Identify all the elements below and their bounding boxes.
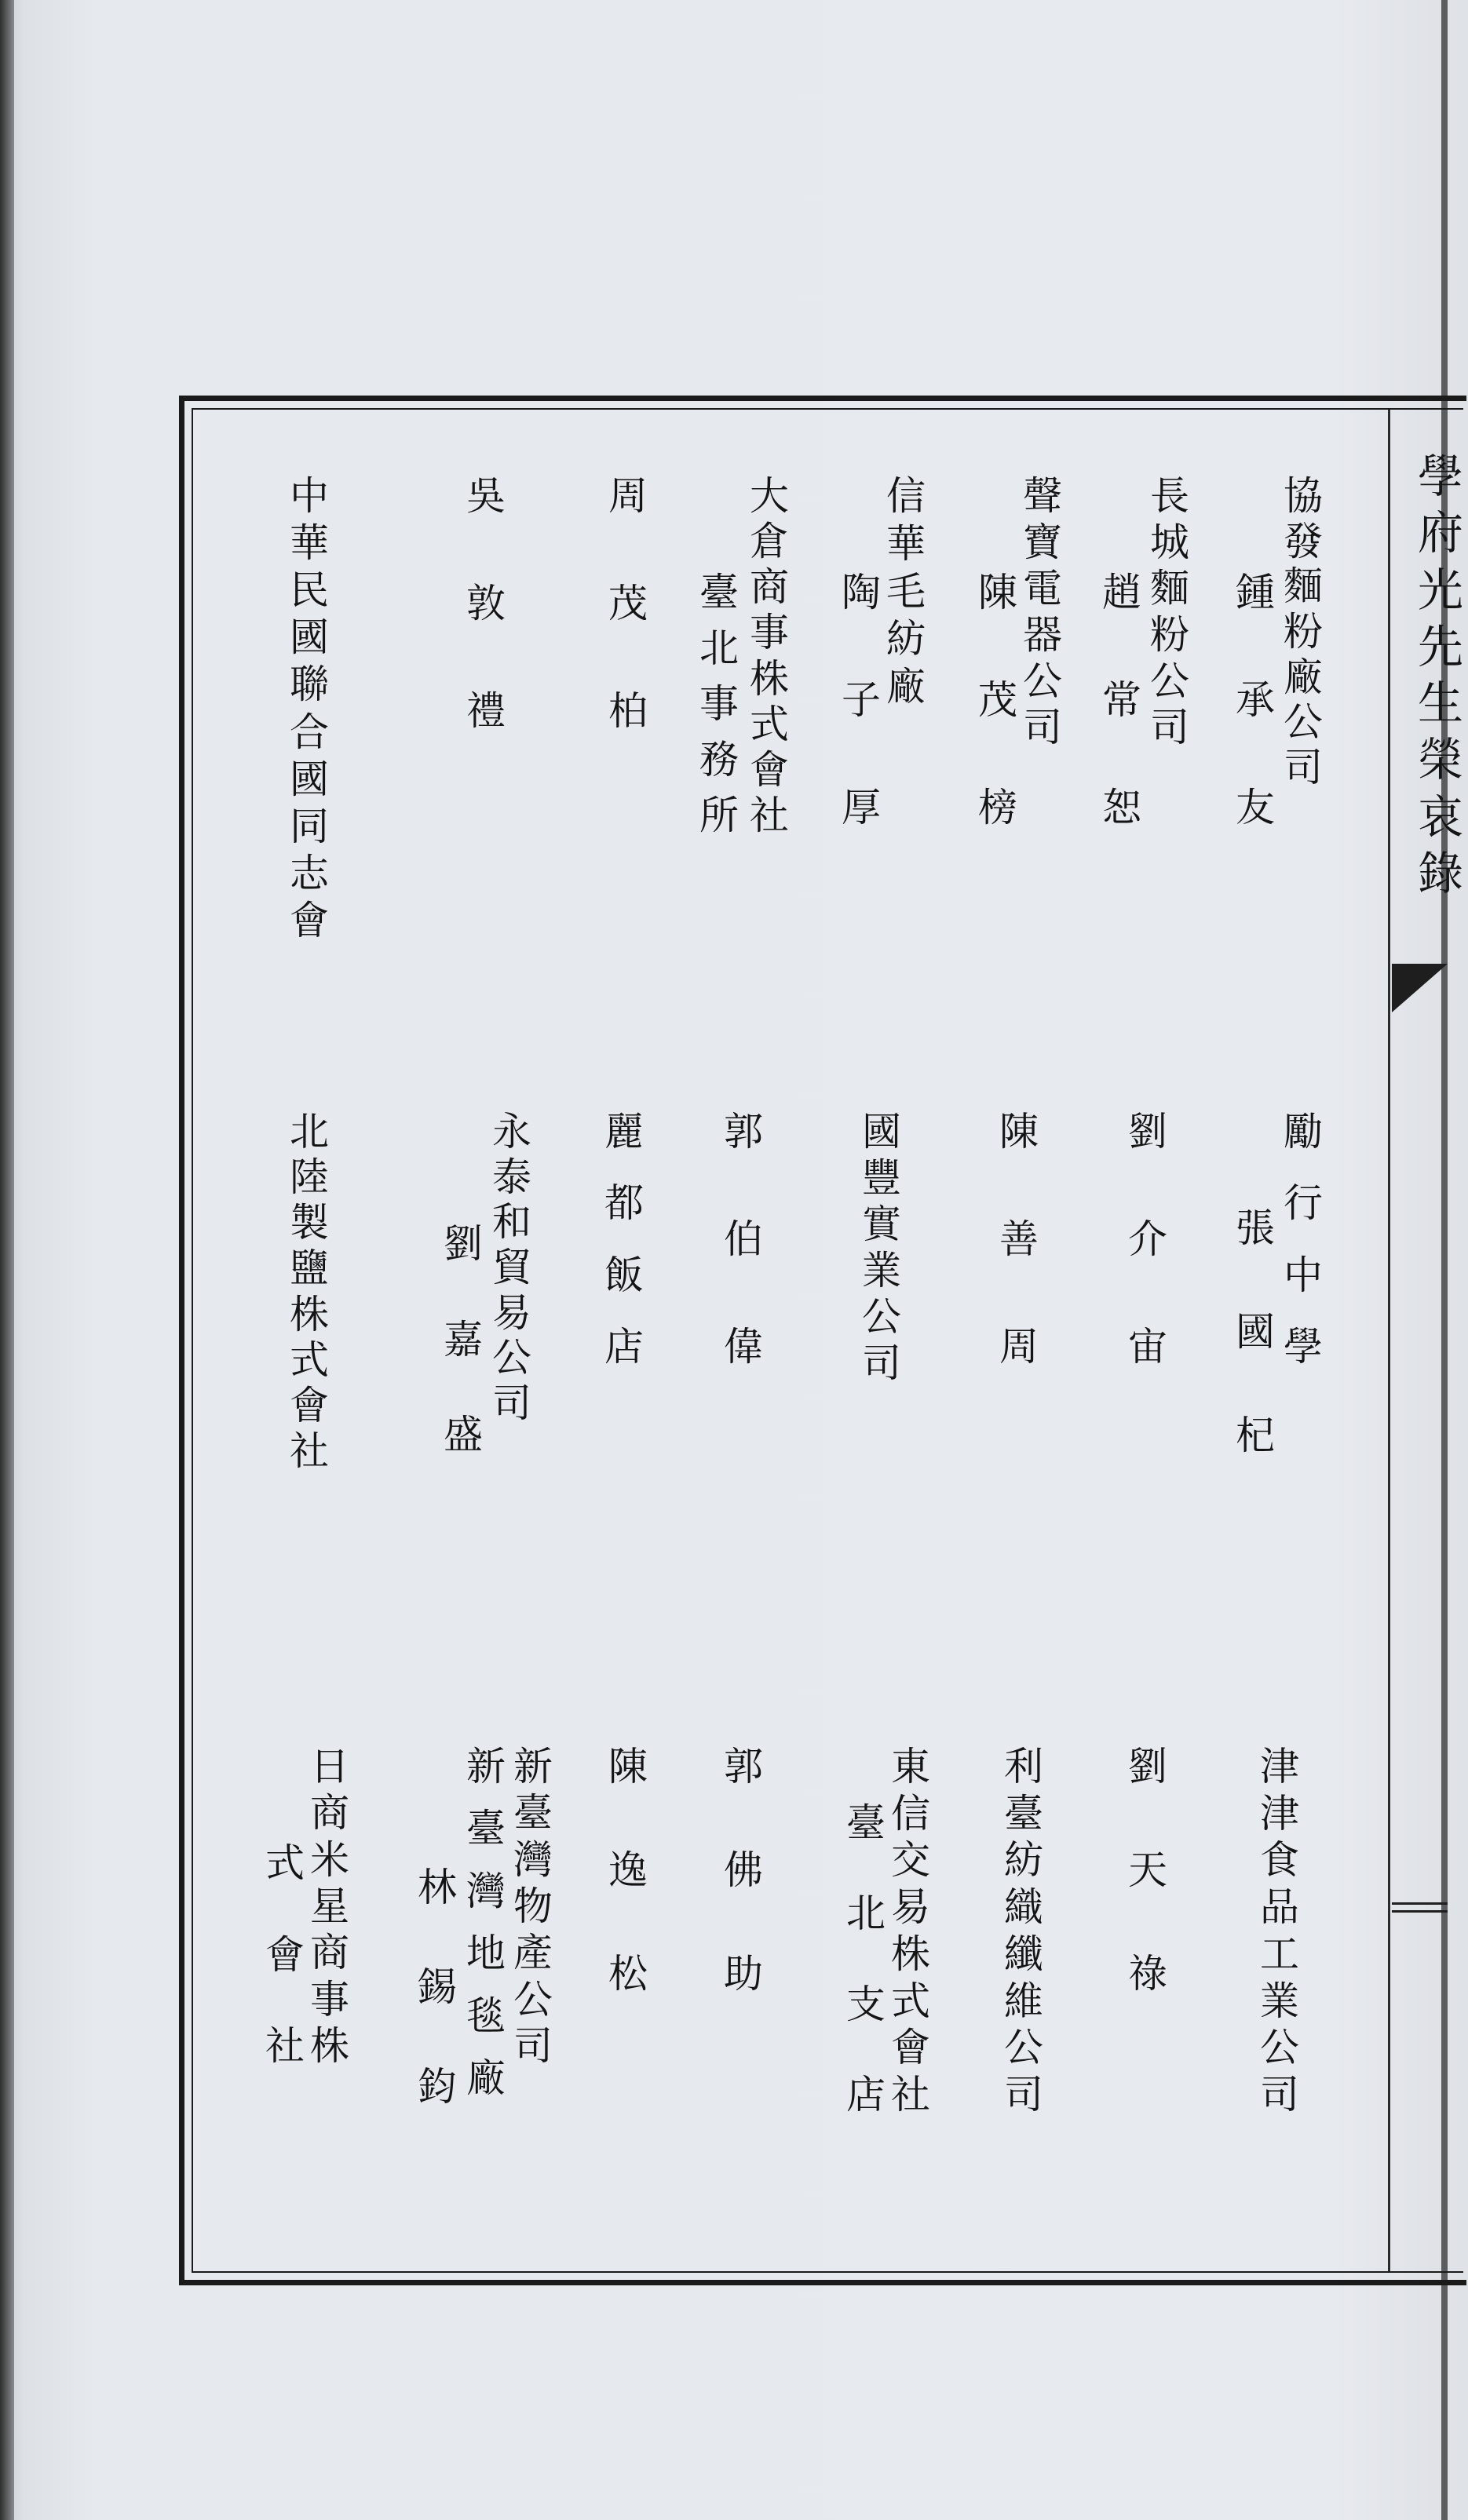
glyph: 伯	[724, 1216, 763, 1262]
glyph: 株	[891, 1931, 930, 1977]
glyph: 麵	[1284, 563, 1323, 610]
donor-org	[288, 1110, 330, 1472]
donor-org-continued	[264, 1842, 306, 2067]
glyph: 粉	[1150, 612, 1189, 658]
glyph: 商	[750, 564, 789, 611]
glyph: 品	[1260, 1884, 1299, 1931]
glyph: 友	[1236, 785, 1275, 830]
donor-org-branch	[845, 1802, 887, 2116]
glyph: 倉	[750, 519, 789, 565]
glyph: 陳	[978, 570, 1017, 615]
glyph: 介	[1128, 1216, 1167, 1262]
donor-org-branch	[698, 571, 740, 837]
glyph: 陸	[290, 1154, 329, 1201]
glyph: 鈞	[418, 2064, 457, 2110]
glyph: 公	[1023, 658, 1062, 704]
glyph: 會	[265, 1931, 305, 1978]
glyph: 學	[1284, 1323, 1323, 1369]
glyph: 府	[1417, 506, 1463, 560]
glyph: 聲	[1023, 473, 1062, 519]
glyph: 光	[1417, 563, 1463, 617]
glyph: 宙	[1128, 1324, 1167, 1369]
glyph: 事	[310, 1976, 349, 2022]
glyph: 常	[1102, 677, 1141, 723]
donor-org	[309, 1745, 351, 2067]
donor-org	[1021, 475, 1064, 749]
book-title	[1413, 450, 1468, 900]
glyph: 株	[750, 655, 789, 702]
donor-person	[1127, 1110, 1169, 1368]
glyph: 哀	[1417, 790, 1463, 844]
glyph: 民	[290, 567, 329, 614]
double-rule-top	[1392, 1902, 1448, 1905]
glyph: 大	[750, 473, 789, 519]
glyph: 承	[1236, 677, 1275, 723]
glyph: 柏	[608, 688, 648, 734]
donor-person	[607, 1745, 649, 1995]
glyph: 華	[290, 520, 329, 567]
glyph: 紡	[1004, 1837, 1043, 1884]
donor-org	[860, 1110, 903, 1384]
glyph: 日	[310, 1744, 349, 1789]
glyph: 發	[1284, 518, 1323, 564]
glyph: 店	[846, 2071, 886, 2117]
glyph: 毯	[466, 1993, 506, 2039]
donor-org	[748, 475, 791, 837]
glyph: 劉	[1128, 1109, 1167, 1154]
glyph: 社	[290, 1428, 329, 1474]
glyph: 助	[724, 1951, 763, 1997]
glyph: 式	[265, 1840, 305, 1886]
glyph: 店	[604, 1323, 644, 1369]
glyph: 社	[265, 2023, 305, 2069]
glyph: 子	[842, 677, 881, 723]
glyph: 鍾	[1236, 570, 1275, 615]
glyph: 津	[1260, 1744, 1299, 1789]
glyph: 中	[290, 473, 329, 519]
glyph: 周	[608, 473, 648, 519]
glyph: 地	[466, 1931, 506, 1977]
glyph: 祿	[1128, 1951, 1167, 1997]
donor-person	[607, 475, 649, 732]
glyph: 趙	[1102, 570, 1141, 615]
glyph: 務	[699, 737, 739, 782]
donor-person	[722, 1745, 765, 1995]
donor-person	[1234, 1207, 1276, 1457]
glyph: 司	[862, 1340, 901, 1386]
glyph: 株	[310, 2022, 349, 2069]
glyph: 勵	[1284, 1109, 1323, 1154]
glyph: 維	[1004, 1978, 1043, 2024]
double-rule-bottom	[1392, 1910, 1448, 1913]
glyph: 事	[750, 610, 789, 656]
donor-org	[465, 1745, 507, 2099]
glyph: 電	[1023, 566, 1062, 611]
glyph: 聯	[290, 662, 329, 708]
glyph: 行	[1284, 1180, 1323, 1227]
donor-org	[1002, 1745, 1045, 2116]
fishtail-marker	[1392, 964, 1448, 1012]
glyph: 司	[1150, 705, 1189, 750]
glyph: 公	[1004, 2025, 1043, 2071]
glyph: 業	[1260, 1978, 1299, 2024]
glyph: 信	[891, 1790, 930, 1836]
glyph: 臺	[846, 1800, 886, 1846]
donor-org	[1148, 475, 1191, 749]
glyph: 長	[1150, 473, 1189, 519]
glyph: 偉	[724, 1324, 763, 1369]
glyph: 臺	[466, 1806, 506, 1852]
donor-person	[442, 1223, 484, 1456]
glyph: 佛	[724, 1847, 763, 1893]
glyph: 織	[1004, 1884, 1043, 1931]
glyph: 公	[862, 1294, 901, 1340]
glyph: 工	[1260, 1931, 1299, 1977]
glyph: 信	[886, 473, 926, 519]
donor-org	[603, 1110, 645, 1368]
glyph: 社	[750, 792, 789, 838]
glyph: 合	[290, 709, 329, 755]
glyph: 利	[1004, 1744, 1043, 1789]
glyph: 會	[891, 2025, 930, 2071]
glyph: 東	[891, 1744, 930, 1789]
glyph: 國	[290, 756, 329, 802]
glyph: 式	[750, 701, 789, 747]
glyph: 灣	[466, 1868, 506, 1914]
donor-org	[288, 475, 330, 942]
glyph: 公	[492, 1335, 531, 1381]
glyph: 敦	[466, 581, 506, 626]
glyph: 灣	[513, 1836, 553, 1883]
glyph: 茂	[608, 581, 648, 626]
glyph: 支	[846, 1981, 886, 2027]
glyph: 紡	[886, 616, 926, 662]
glyph: 鹽	[290, 1245, 329, 1292]
glyph: 恕	[1102, 785, 1141, 830]
glyph: 社	[891, 2071, 930, 2117]
glyph: 貿	[492, 1244, 531, 1290]
glyph: 公	[1260, 2025, 1299, 2071]
glyph: 式	[891, 1978, 930, 2024]
glyph: 易	[891, 1884, 930, 1931]
glyph: 劉	[1128, 1744, 1167, 1789]
glyph: 泰	[492, 1154, 531, 1200]
glyph: 郭	[724, 1744, 763, 1789]
glyph: 臺	[699, 570, 739, 615]
glyph: 米	[310, 1836, 349, 1883]
donor-person	[998, 1110, 1040, 1368]
glyph: 司	[1260, 2071, 1299, 2117]
glyph: 華	[886, 520, 926, 567]
glyph: 禮	[466, 688, 506, 734]
glyph: 纖	[1004, 1931, 1043, 1977]
glyph: 式	[290, 1337, 329, 1383]
glyph: 粉	[1284, 608, 1323, 655]
glyph: 城	[1150, 520, 1189, 565]
glyph: 臺	[1004, 1790, 1043, 1836]
glyph: 和	[492, 1199, 531, 1245]
glyph: 實	[862, 1202, 901, 1247]
donor-person	[977, 571, 1019, 829]
glyph: 株	[290, 1291, 329, 1337]
glyph: 麗	[604, 1109, 644, 1154]
glyph: 器	[1023, 612, 1062, 658]
donor-org	[1282, 1110, 1324, 1368]
glyph: 錄	[1417, 846, 1463, 900]
glyph: 產	[513, 1930, 553, 1976]
glyph: 北	[699, 625, 739, 671]
glyph: 公	[1284, 699, 1323, 746]
glyph: 司	[1004, 2071, 1043, 2117]
glyph: 協	[1284, 473, 1323, 519]
glyph: 先	[1417, 619, 1463, 673]
donor-person	[1234, 571, 1276, 829]
glyph: 北	[846, 1891, 886, 1937]
glyph: 易	[492, 1289, 531, 1336]
glyph: 廠	[1284, 654, 1323, 700]
glyph: 北	[290, 1109, 329, 1154]
glyph: 麵	[1150, 566, 1189, 611]
glyph: 公	[1150, 658, 1189, 704]
glyph: 廠	[886, 664, 926, 709]
header-divider-rule	[1388, 410, 1390, 2271]
glyph: 業	[862, 1248, 901, 1293]
glyph: 郭	[724, 1109, 763, 1154]
donor-org	[1282, 475, 1324, 789]
donor-org	[889, 1745, 932, 2116]
glyph: 國	[1236, 1309, 1275, 1355]
glyph: 茂	[978, 677, 1017, 723]
glyph: 杞	[1236, 1413, 1275, 1458]
glyph: 司	[1284, 744, 1323, 790]
glyph: 飯	[604, 1252, 644, 1298]
glyph: 物	[513, 1883, 553, 1929]
donor-org	[1258, 1745, 1301, 2116]
glyph: 豐	[862, 1155, 901, 1201]
glyph: 天	[1128, 1847, 1167, 1893]
glyph: 學	[1417, 450, 1463, 503]
glyph: 星	[310, 1883, 349, 1929]
glyph: 寶	[1023, 520, 1062, 565]
glyph: 榜	[978, 785, 1017, 830]
glyph: 松	[608, 1951, 648, 1997]
glyph: 會	[750, 746, 789, 793]
donor-org	[512, 1745, 554, 2067]
glyph: 食	[1260, 1837, 1299, 1884]
glyph: 善	[999, 1216, 1039, 1262]
glyph: 毛	[886, 568, 926, 615]
glyph: 錫	[418, 1964, 457, 2010]
glyph: 新	[466, 1744, 506, 1789]
donor-person	[465, 475, 507, 732]
donor-person	[1101, 571, 1143, 829]
glyph: 嘉	[444, 1316, 483, 1362]
donor-person	[840, 571, 882, 829]
glyph: 製	[290, 1200, 329, 1246]
glyph: 會	[290, 897, 329, 943]
glyph: 臺	[513, 1790, 553, 1836]
glyph: 新	[513, 1744, 553, 1789]
glyph: 志	[290, 850, 329, 896]
glyph: 林	[418, 1865, 457, 1910]
glyph: 司	[1023, 705, 1062, 750]
page-binding-edge	[0, 0, 14, 2520]
glyph: 司	[513, 2022, 553, 2069]
donor-org	[885, 475, 927, 708]
glyph: 廠	[466, 2055, 506, 2101]
glyph: 交	[891, 1837, 930, 1884]
glyph: 永	[492, 1109, 531, 1154]
glyph: 生	[1417, 676, 1463, 731]
glyph: 陳	[608, 1744, 648, 1789]
glyph: 商	[310, 1790, 349, 1836]
glyph: 逸	[608, 1847, 648, 1893]
glyph: 周	[999, 1324, 1039, 1369]
donor-person	[1127, 1745, 1169, 1995]
glyph: 中	[1284, 1252, 1323, 1298]
glyph: 都	[604, 1180, 644, 1227]
glyph: 津	[1260, 1790, 1299, 1836]
glyph: 厚	[842, 785, 881, 830]
donor-person	[416, 1866, 458, 2108]
glyph: 國	[290, 615, 329, 661]
glyph: 同	[290, 803, 329, 849]
glyph: 盛	[444, 1412, 483, 1457]
glyph: 事	[699, 681, 739, 727]
glyph: 商	[310, 1930, 349, 1976]
donor-person	[722, 1110, 765, 1368]
glyph: 張	[1236, 1205, 1275, 1251]
glyph: 國	[862, 1109, 901, 1154]
glyph: 司	[492, 1380, 531, 1426]
glyph: 吳	[466, 473, 506, 519]
glyph: 公	[513, 1976, 553, 2022]
glyph: 陶	[842, 570, 881, 615]
glyph: 陳	[999, 1109, 1039, 1154]
glyph: 會	[290, 1382, 329, 1428]
glyph: 劉	[444, 1221, 483, 1267]
glyph: 榮	[1417, 733, 1463, 787]
glyph: 所	[699, 793, 739, 838]
donor-org	[491, 1110, 533, 1424]
